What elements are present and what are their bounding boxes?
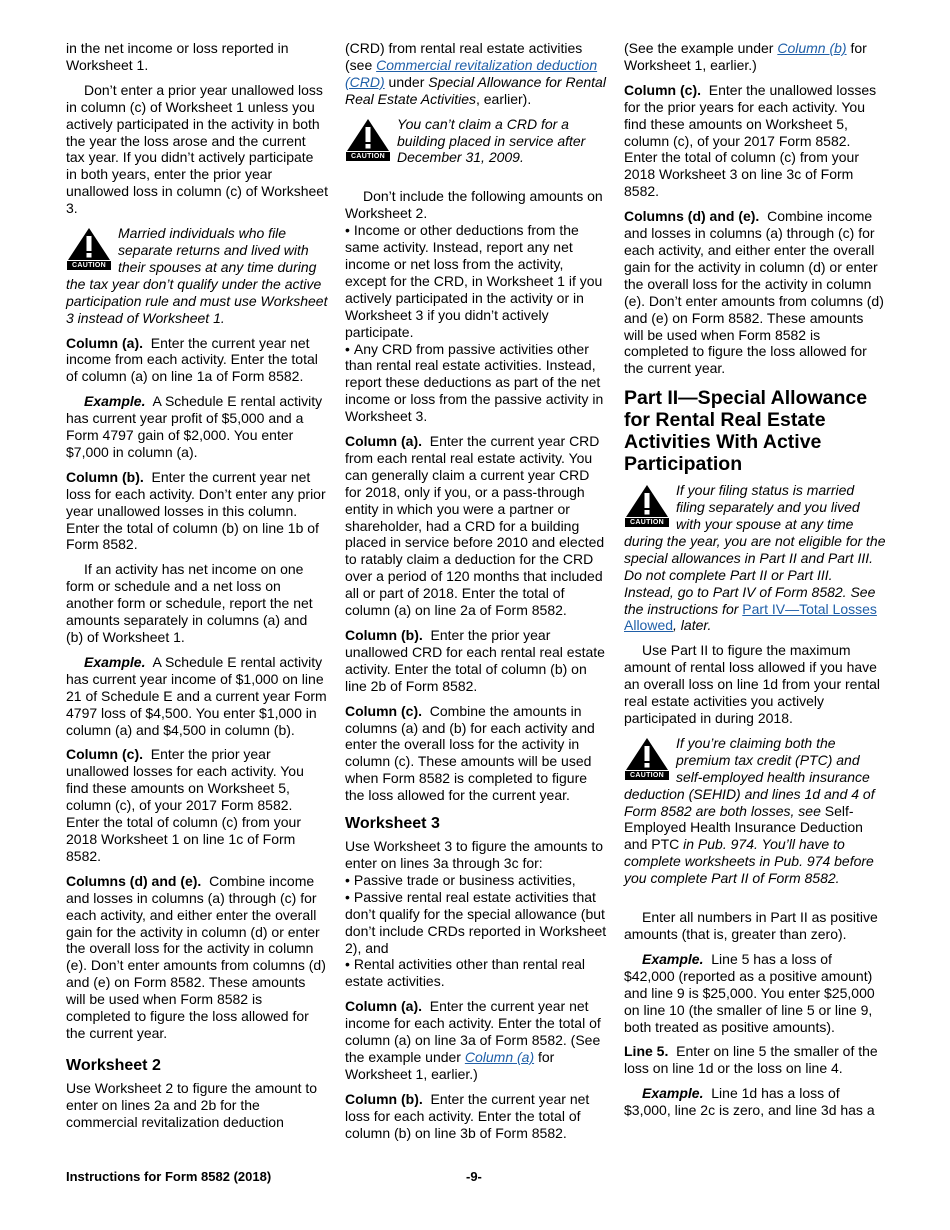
column-a-paragraph [345,998,607,1083]
paragraph: Use Worksheet 2 to figure the amount to enter on lines 2a and 2b for the commercial revitalization deduction [66,1079,318,1130]
text-run: for Worksheet 1, earlier.) [624,40,867,73]
column-a-link[interactable]: Column (a) [464,1048,535,1065]
part-ii-heading: Part II—Special Allowance for Rental Real Estate Activities With Active Participation [624,387,868,476]
bullet-icon: • [345,871,350,888]
bullet-item [345,341,607,426]
column-a-paragraph [345,433,607,619]
line-5-heading: Line 5. [624,1043,669,1060]
page-number: -9- [466,1169,482,1184]
example-paragraph [624,1085,886,1119]
columns-d-e-text: Combine income and losses in columns (a) through (c) for each activity, and either enter the overall gain for the activity in column (d) or enter the overall loss for the activity in column (e). Don’t enter amounts from columns (d) and (e) on Form 8582. These amounts will be used when Form 8582 is completed to figure the loss allowed for the current year. [66,872,326,1041]
paragraph: If an activity has net income on one form or schedule and a net loss on another form or schedule, report the net amounts separately in columns (a) and (b) of Worksheet 1. [66,561,313,645]
column-b-heading: Column (b). [345,1090,423,1107]
column-a-heading: Column (a). [66,334,143,351]
crd-link[interactable]: Commercial revitalization deduction (CRD) [345,56,598,90]
line-5-text: Enter on line 5 the smaller of the loss on line 1d or the loss on line 4. [624,1043,878,1077]
worksheet-3-heading: Worksheet 3 [345,815,440,833]
worksheet-2-heading: Worksheet 2 [66,1056,161,1074]
paragraph [624,40,886,74]
bullet-icon: • [345,956,350,973]
caution-note [345,116,607,167]
caution-text: If your filing status is married filing separately and you lived with your spouse at any time during the year, you are not eligible for the special allowances in Part II and Part III. Do not complete Part II or Part III. Instead, go to Part IV of Form 8582. See the instructions for [624,482,886,617]
caution-icon [624,484,670,528]
column-b-link[interactable]: Column (b) [777,40,847,56]
warning-triangle-icon [67,227,111,261]
paragraph: Use Worksheet 3 to figure the amounts to enter on lines 3a through 3c for: [345,838,604,871]
caution-tail: , later. [673,617,712,634]
column-a-tail: for Worksheet 1, earlier.) [345,1048,555,1082]
caution-tail: in Pub. 974. You’ll have to complete worksheets in Pub. 974 before you complete Part II of Form 8582. [624,836,874,887]
column-a-paragraph [66,335,328,386]
example-paragraph [624,951,886,1036]
bullet-item [345,872,607,889]
column-a-heading: Column (a). [345,998,422,1015]
bullet-text: Rental activities other than rental real estate activities. [345,956,586,990]
caution-note [66,225,328,326]
text-run: , earlier). [475,90,532,107]
column-c-text: Enter the prior year unallowed losses for each activity. You find these amounts on Worksheet 5, column (c), of your 2017 Form 8582. Enter the total of column (c) from your 2018 Worksheet 1 on line 1c of Form 8582. [66,746,304,864]
column-1 [66,40,328,1139]
columns-d-e-paragraph [66,873,328,1042]
caution-text: If you’re claiming both the premium tax credit (PTC) and self-employed health insurance deduction (SEHID) and lines 1d and 4 of Form 8582 are both losses, see [624,734,875,819]
bullet-item [345,956,607,990]
column-b-heading: Column (b). [66,468,144,485]
bullet-icon: • [345,222,350,239]
caution-label: CAUTION [625,771,669,780]
caution-label: CAUTION [346,152,390,161]
column-c-paragraph [345,703,607,804]
column-3 [624,40,886,1127]
line-5-paragraph [624,1043,886,1077]
column-a-text: Enter the current year CRD from each rental real estate activity. You can generally claim a current year CRD for 2018, only if you, or a pass-through entity in which you were a partner or shareholder, had a CRD for a building placed in service before 2010 and elected to ratably claim a deduction for the CRD over a period of 120 months that included all or part of 2018. Enter the total of column (a) on line 2a of Form 8582. [345,433,605,619]
column-c-text: Combine the amounts in columns (a) and (b) for each activity and enter the overall loss for the activity in column (c). These amounts will be used when Form 8582 is completed to figure the loss allowed for the current year. [345,702,595,804]
bullet-item [345,222,607,340]
caution-note [624,482,886,634]
text-run: (See the example under [624,40,778,56]
column-a-text: Enter the current year net income for each activity. Enter the total of column (a) on line 3a of Form 8582. (See the example under [345,998,601,1065]
warning-triangle-icon [346,118,390,152]
bullet-text: Any CRD from passive activities other than rental real estate activities. Instead, report these deductions as part of the net income or loss from the passive activity in Worksheet 3. [345,340,604,425]
column-c-paragraph [624,82,886,200]
part-iv-link[interactable]: Part IV—Total Losses Allowed [624,600,877,634]
text-run: under [384,73,429,90]
column-b-text: Enter the prior year unallowed CRD for each rental real estate activity. Enter the total of column (b) on line 2b of Form 8582. [345,627,605,694]
bullet-text: Passive trade or business activities, [353,871,576,888]
caution-label: CAUTION [67,261,111,270]
example-text: A Schedule E rental activity has current year income of $1,000 on line 21 of Schedule E and a current year Form 4797 loss of $4,500. You enter $1,000 in column (a) and $4,500 in column (b). [66,653,327,738]
caution-icon [624,737,670,781]
example-text: Line 1d has a loss of $3,000, line 2c is zero, and line 3d has a [624,1085,875,1119]
column-c-text: Enter the unallowed losses for the prior years for each activity. You find these amounts on Worksheet 5, column (c), of your 2017 Form 8582. Enter the total of column (c) from your 2018 Worksheet 3 on line 3c of Form 8582. [624,81,877,200]
example-text: Line 5 has a loss of $42,000 (reported as a positive amount) and line 9 is $25,000. You enter $25,000 on line 10 (the smaller of line 5 or line 9, both treated as positive amounts). [624,950,875,1035]
caution-label: CAUTION [625,518,669,527]
column-c-paragraph [66,746,328,864]
footer-title: Instructions for Form 8582 (2018) [66,1169,272,1184]
paragraph: Enter all numbers in Part II as positive amounts (that is, greater than zero). [624,909,878,942]
caution-text: You can’t claim a CRD for a building placed in service after December 31, 2009. [397,115,586,166]
column-b-text: Enter the current year net loss for each activity. Don’t enter any prior year unallowed losses in this column. Enter the total of column (b) on line 1b of Form 8582. [66,468,326,553]
bullet-icon: • [345,340,350,357]
paragraph: in the net income or loss reported in Worksheet 1. [66,40,289,73]
example-paragraph [66,654,328,739]
columns-d-e-text: Combine income and losses in columns (a) through (c) for each activity, and either enter the overall gain for the activity in column (d) or enter the overall loss for the activity in column (e). Don’t enter amounts from columns (d) and (e) on Form 8582. These amounts will be used when Form 8582 is completed to figure the loss allowed for the current year. [624,208,884,377]
caution-icon [66,227,112,271]
columns-d-e-paragraph [624,208,886,377]
columns-d-e-heading: Columns (d) and (e). [66,872,202,889]
italic-text: Special Allowance for Rental Real Estate Activities [345,73,606,107]
example-text: A Schedule E rental activity has current year profit of $5,000 and a Form 4797 gain of $2,000. You enter $7,000 in column (a). [66,393,323,460]
column-c-heading: Column (c). [66,746,143,763]
example-heading: Example. [642,950,704,967]
column-c-heading: Column (c). [345,702,422,719]
bullet-text: Passive rental real estate activities that don’t qualify for the special allowance (but don’t include CRDs reported in Worksheet 2), and [345,888,607,956]
paragraph: Don’t include the following amounts on Worksheet 2. [345,188,603,222]
bullet-icon: • [345,888,350,905]
warning-triangle-icon [625,484,669,518]
column-b-heading: Column (b). [345,627,423,643]
columns-d-e-heading: Columns (d) and (e). [624,208,760,225]
column-a-text: Enter the current year net income from each activity. Enter the total of column (a) on line 1a of Form 8582. [66,334,318,385]
page-footer [66,1169,886,1187]
column-a-heading: Column (a). [345,433,422,450]
paragraph: Don’t enter a prior year unallowed loss in column (c) of Worksheet 1 unless you actively participated in the activity in both the year the loss arose and the current tax year. If you didn’t actively participate in both years, enter the prior year unallowed loss in column (c) of Worksheet 3. [66,81,328,217]
caution-text: Married individuals who file separate returns and lived with their spouses at any time during the tax year don’t qualify under the active participation rule and must use Worksheet 3 instead of Worksheet 1. [66,225,328,326]
column-2 [345,40,607,1149]
paragraph: Use Part II to figure the maximum amount of rental loss allowed if you have an overall loss on line 1d from your rental real estate activities you actively participated in during 2018. [624,642,881,726]
column-b-text: Enter the current year net loss for each activity. Enter the total of column (b) on line 3b of Form 8582. [345,1090,590,1141]
column-b-paragraph [66,469,328,554]
example-heading: Example. [84,393,146,410]
paragraph [345,40,607,108]
bullet-item [345,889,607,957]
caution-note [624,735,886,887]
example-paragraph [66,393,328,461]
column-c-heading: Column (c). [624,81,701,98]
column-b-paragraph [345,627,607,695]
caution-upright-text: Self-Employed Health Insurance Deduction and PTC [624,802,863,853]
caution-icon [345,118,391,162]
text-run: (CRD) from rental real estate activities (see [345,40,583,73]
example-heading: Example. [84,653,146,670]
example-heading: Example. [642,1085,704,1102]
column-b-paragraph [345,1091,607,1142]
bullet-text: Income or other deductions from the same activity. Instead, report any net income or net loss from the activity, except for the CRD, in Worksheet 1 if you actively participated in the activity or in Worksheet 3 if you didn’t actively participate. [345,222,603,340]
warning-triangle-icon [625,737,669,771]
